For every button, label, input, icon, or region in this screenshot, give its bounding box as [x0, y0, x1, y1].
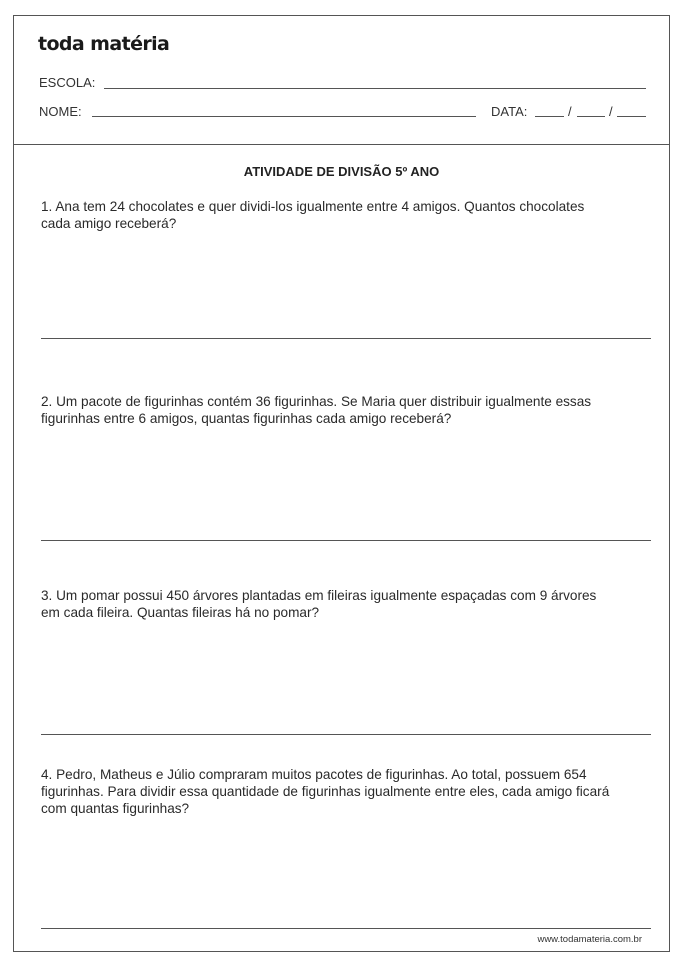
worksheet — [13, 15, 670, 952]
question-text: 4. Pedro, Matheus e Júlio compraram muitos pacotes de figurinhas. Ao total, possuem 654 — [41, 767, 587, 782]
footer-url: www.todamateria.com.br — [537, 934, 642, 945]
question-text: em cada fileira. Quantas fileiras há no pomar? — [41, 605, 320, 620]
question-text: 1. Ana tem 24 chocolates e quer dividi-los igualmente entre 4 amigos. Quantos chocolates — [41, 199, 585, 214]
date-year-field[interactable] — [617, 116, 646, 117]
answer-line-3[interactable] — [41, 734, 651, 735]
question-4 — [41, 766, 641, 817]
data-label: DATA: — [491, 104, 528, 119]
question-text: com quantas figurinhas? — [41, 801, 190, 816]
escola-label: ESCOLA: — [39, 75, 96, 90]
question-text: figurinhas. Para dividir essa quantidade de figurinhas igualmente entre eles, cada amigo ficará — [41, 784, 610, 799]
question-text: 3. Um pomar possui 450 árvores plantadas em fileiras igualmente espaçadas com 9 árvores — [41, 588, 597, 603]
question-3 — [41, 587, 641, 621]
nome-field[interactable] — [92, 116, 476, 117]
question-2 — [41, 393, 641, 427]
date-day-field[interactable] — [535, 116, 564, 117]
answer-line-2[interactable] — [41, 540, 651, 541]
worksheet-title: ATIVIDADE DE DIVISÃO 5º ANO — [243, 164, 440, 179]
question-text: figurinhas entre 6 amigos, quantas figurinhas cada amigo receberá? — [41, 411, 452, 426]
escola-field[interactable] — [104, 88, 646, 89]
nome-label: NOME: — [39, 104, 82, 119]
question-text: 2. Um pacote de figurinhas contém 36 figurinhas. Se Maria quer distribuir igualmente essas — [41, 394, 592, 409]
logo: toda matéria — [38, 33, 170, 55]
date-separator: / — [609, 104, 613, 119]
answer-line-4[interactable] — [41, 928, 651, 929]
worksheet-header — [14, 16, 669, 145]
answer-line-1[interactable] — [41, 338, 651, 339]
date-month-field[interactable] — [577, 116, 605, 117]
question-text: cada amigo receberá? — [41, 216, 177, 231]
question-1 — [41, 198, 641, 232]
date-separator: / — [568, 104, 572, 119]
